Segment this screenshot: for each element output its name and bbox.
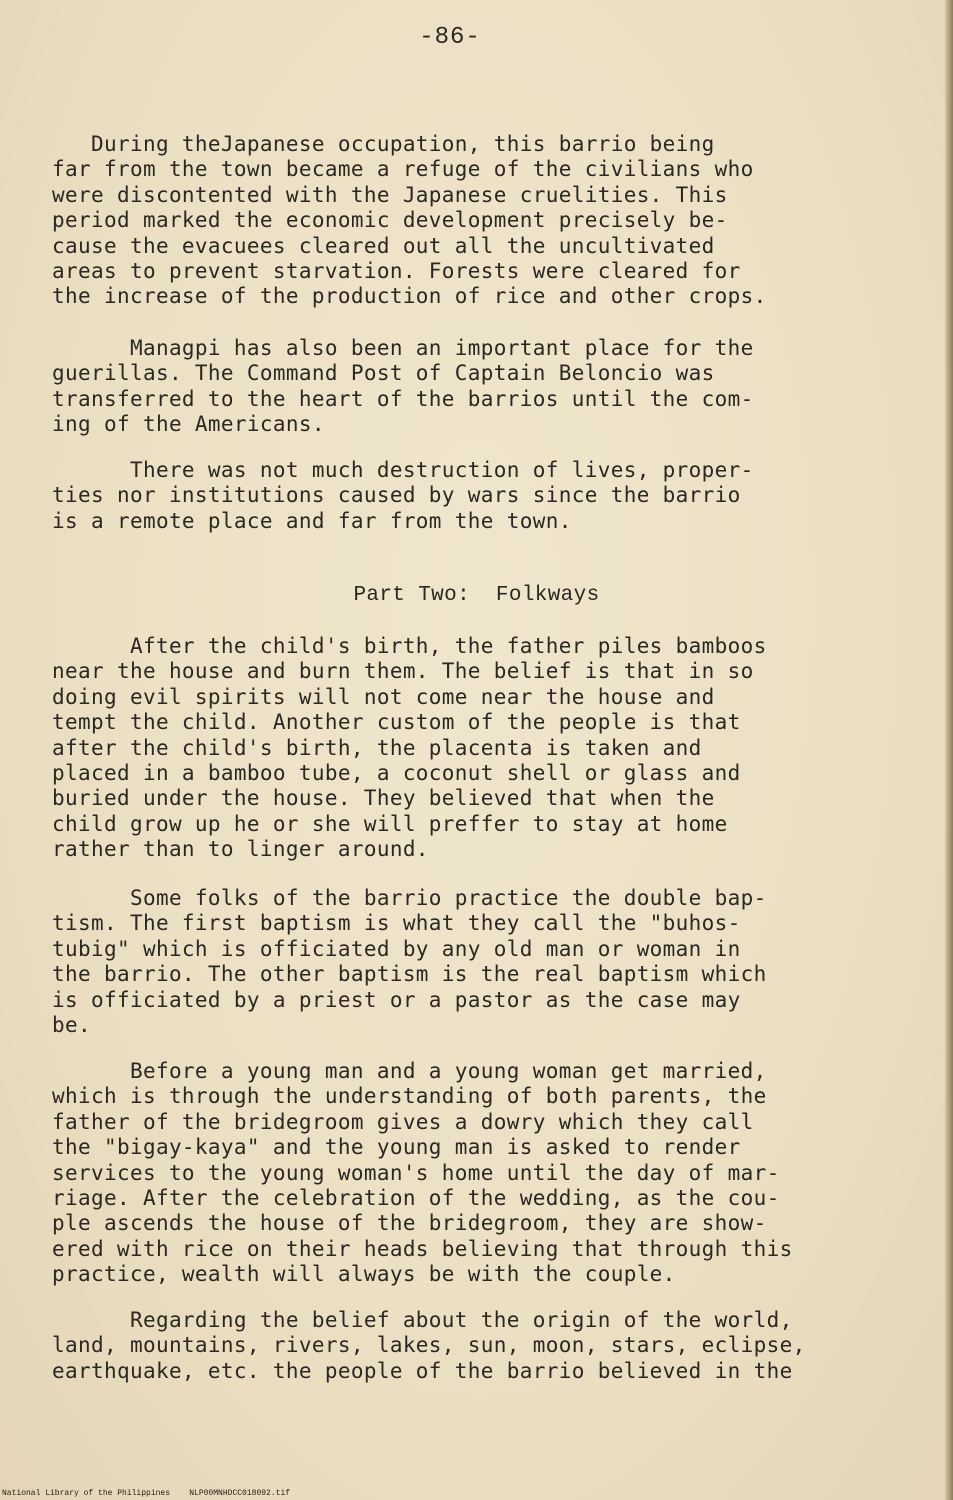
paragraph-double-baptism: Some folks of the barrio practice the double bap- tism. The first baptism is what they call the "buhos- tubig" which is officiated by any old man or woman in the barrio. The other baptism is the real baptism which is officiated by a priest or a pastor as the case may be.	[52, 886, 767, 1038]
paragraph-marriage: Before a young man and a young woman get married, which is through the understanding of both parents, the father of the bridegroom gives a dowry which they call the "bigay-kaya" and the young man is asked to render services to the young woman's home until the day of mar- riage. After the celebration of the wedding, as the cou- ple ascends the house of the bridegroom, they are show- ered with rice on their heads believing that through this practice, wealth will always be with the couple.	[52, 1059, 793, 1287]
paragraph-japanese-occupation: During theJapanese occupation, this barrio being far from the town became a refuge of the civilians who were discontented with the Japanese cruelities. This period marked the economic development precisely be- cause the evacuees cleared out all the uncultivated areas to prevent starvation. Forests were cleared for the increase of the production of rice and other crops.	[52, 132, 767, 309]
paragraph-destruction: There was not much destruction of lives, proper- ties nor institutions caused by wars since the barrio is a remote place and far from the town.	[52, 458, 754, 533]
section-heading: Part Two: Folkways	[353, 584, 600, 607]
paragraph-child-birth: After the child's birth, the father piles bamboos near the house and burn them. The belief is that in so doing evil spirits will not come near the house and tempt the child. Another custom of the people is that after the child's birth, the placenta is taken and placed in a bamboo tube, a coconut shell or glass and buried under the house. They believed that when the child grow up he or she will preffer to stay at home rather than to linger around.	[52, 634, 767, 862]
page-number: -86-	[419, 24, 481, 51]
archive-footer: National Library of the Philippines NLP00MNHDCC018092.tif	[2, 1489, 291, 1498]
paragraph-origin-belief: Regarding the belief about the origin of the world, land, mountains, rivers, lakes, sun, moon, stars, eclipse, earthquake, etc. the people of the barrio believed in the	[52, 1308, 806, 1383]
paragraph-guerillas: Managpi has also been an important place for the guerillas. The Command Post of Captain Beloncio was transferred to the heart of the barrios until the com- ing of the Americans.	[52, 336, 754, 437]
page-edge-shadow	[945, 0, 953, 1500]
